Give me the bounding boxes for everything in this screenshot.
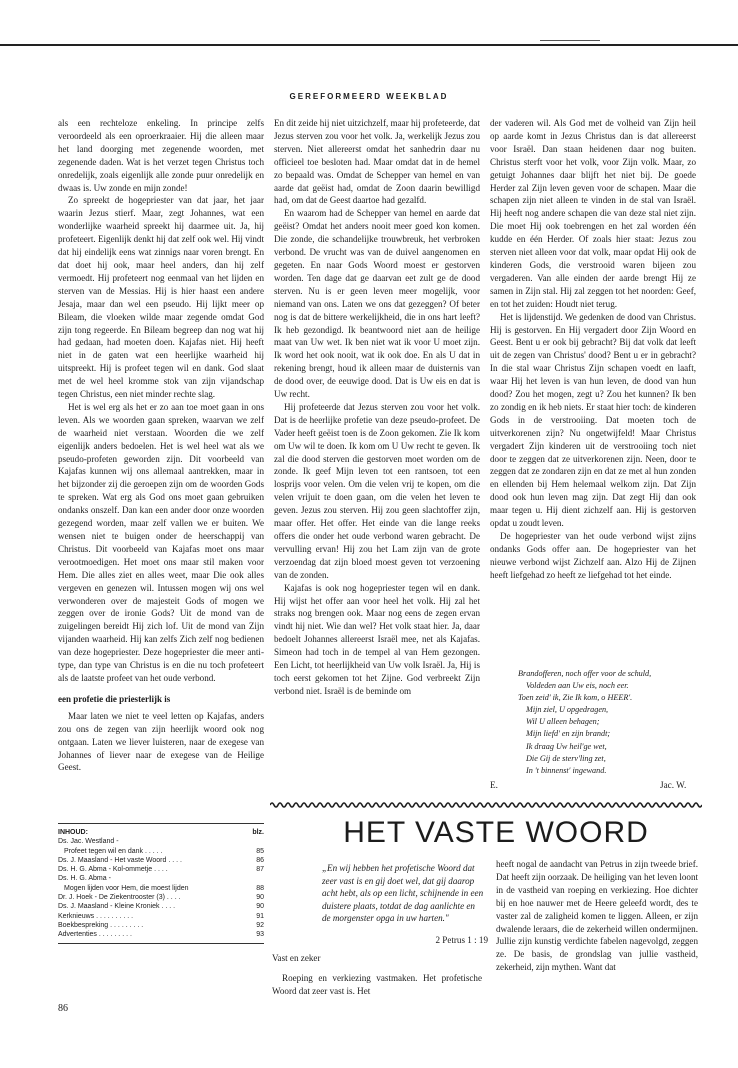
wavy-divider [270,800,702,810]
epigraph-reference: 2 Petrus 1 : 19 [435,935,488,945]
psalm-verse [518,668,708,777]
toc-row [58,930,264,939]
toc-header [58,828,264,837]
toc-row [58,874,264,883]
toc-page-label: blz. [252,829,264,836]
column-1 [58,117,264,774]
poem-line: Wil U alleen behagen; [526,717,600,727]
col2-paragraph: En waarom had de Schepper van hemel en aarde dat geëist? Omdat het anders nooit meer goed kon komen. Die zonde, die schandelijke trouwbreuk, het verbroken verbond. De vrucht was van de duivel aangenomen en gegeten. En naar Gods Woord moest er gestorven worden. Ten dage dat ge daarvan eet zult ge de dood sterven. Nu is er geen leven meer mogelijk, voor niemand van ons. Laten we ons dat gezeggen? Of beter nog is dat de bittere werkelijkheid, die in ons hart leeft? Ik heb gezondigd. Ik beantwoord niet aan de heilige maat van Uw wet. Ik ben niet wat ik voor U moet zijn. Ik word het ook nooit, wat ik ook doe. En als U dat in rekening brengt, houd ik alleen maar de duisternis van de dood over, de eeuwige dood. Dat is Uw eis en dat is Uw recht. [274,208,480,400]
toc-row [58,893,264,902]
article-body [272,972,482,998]
toc-row [58,921,264,930]
column-2 [274,117,480,698]
poem-line: Mijn liefd' en zijn brandt; [526,729,611,739]
toc-title: Ds. Jac. Westland - [58,838,119,846]
toc-title: Mogen lijden voor Hem, die moest lijden [64,884,189,892]
toc-page: 93 [256,931,264,939]
table-of-contents [58,823,264,944]
toc-page: 87 [256,866,264,874]
toc-row [58,912,264,921]
col2-paragraph: En dit zeide hij niet uitzichzelf, maar hij profeteerde, dat Jezus sterven zou voor het volk. Ja, werkelijk Jezus zou sterven. Niet allereerst omdat het sanhedrin daar nu officieel toe besloten had. Maar omdat dat in de hemel zo bepaald was. Omdat de Schepper van hemel en van aarde dat geëist had, omdat de Zoon daarin bewilligd had, om dat de Geest daartoe had gezalfd. [274,118,480,206]
toc-page: 85 [256,847,264,855]
signature-initial: E. [490,780,498,790]
toc-title: Ds. J. Maasland - Het vaste Woord . . . . [58,856,182,864]
running-header: GEREFORMEERD WEEKBLAD [289,92,449,101]
toc-row [58,856,264,865]
article-subheading: Vast en zeker [272,953,321,963]
poem-line: Brandofferen, noch offer voor de schuld, [518,669,652,678]
top-rule-mark [540,40,600,41]
col1-paragraph: Zo spreekt de hogepriester van dat jaar, het jaar waarin Jezus stierf. Maar, zegt Johannes, wat een wonderlijke waarheid spreekt hij daarmee uit. Ja, hij profeteert. Eigenlijk denkt hij dat zelf ook wel. Hij vindt dat hij eindelijk eens wat zinnigs naar voren brengt. En dat doet hij ook, maar heel anders, dan hij zelf vermoedt. Hij profeteert nog eenmaal van het lijden en sterven van de Messias. Hij is hier haast een andere Jesaja, maar dan wel een pseudo. Hij lijkt meer op Bileam, die vloeken wilde maar zegende omdat God zijn tong regeerde. En Bileam begreep dan nog wat hij had gedaan, had moeten doen. Kajafas niet. Hij heeft niet in de gaten wat een heerlijke waarheid hij uitspreekt. Hij is profeet tegen wil en dank. God slaat met de wel heel kromme stok van zijn vijandschap tegen Christus, een niet minder rechte slag. [58,195,264,400]
article-column-3 [496,858,698,974]
toc-row [58,847,264,856]
article-paragraph: heeft nogal de aandacht van Petrus in zijn tweede brief. Dat heeft zijn oorzaak. De heiliging van het leven loont in de vastheid van roeping en verkiezing. Hoe dichter bij en hoe nauwer met de Heere geleefd wordt, des te vaster zal de zaligheid komen te liggen. Alleen, er zijn dwalende leraars, die de zekerheid willen ondermijnen. Jullie zijn kunstig verdichte fabelen nagevolgd, zeggen ze. De basis, de grondslag van jullie vastheid, zekerheid, zijn mythen. Want dat [496,859,699,973]
toc-bottom-rule [58,943,264,944]
col1-paragraph: als een rechteloze enkeling. In principe zelfs veroordeeld als een oproerkraaier. Hij die alleen maar het land doorging met zegenende woorden, met zegenende daden. Wat is het verzet tegen Christus toch onredelijk, zoals eigenlijk alle zonde puur onredelijk en dwaas is. Uw zonde en mijn zonde! [58,118,264,193]
col1-paragraph: Het is wel erg als het er zo aan toe moet gaan in ons leven. Als we woorden gaan spreken, waarvan we zelf de waarheid niet verstaan. Woorden die we zelf eigenlijk anders bedoelen. Het is wel heel wat als we pseudo-profeten geworden zijn. Dit voorbeeld van Kajafas kunnen wij ons allemaal aantrekken, maar in het bijzonder zij die geroepen zijn om de woorden Gods te spreken. Wat erg als God ons moet gaan gebruiken ondanks onszelf. Dan kan een ander door onze woorden gezegend worden, maar zelf vallen we er buiten. We wensen niet te buigen onder de heerschappij van Christus. Dit voorbeeld van Kajafas moet ons maar verootmoedigen. Het moet ons maar stil maken voor Hem. Die alles ziet en alles weet, maar Die ook alles vergeven en genezen wil. Intussen mogen wij ons wel verwonderen over de majesteit Gods of mogen we zeggen over de ironie Gods? Uit de mond van de zuigelingen bereidt Hij zich lof. Uit de mond van Zijn vijanden waarheid. Hij kan zelfs Zich zelf nog bedienen van deze hogepriester. Deze hogepriester die meer anti-type, dan type van Christus is en die nu toch profeteert als de laatste profeet van het oude verbond. [58,401,264,683]
poem-line: In 't binnenst' ingewand. [526,765,607,775]
article-paragraph: Roeping en verkiezing vastmaken. Het profetische Woord dat zeer vast is. Het [272,973,482,996]
toc-title: Advertenties . . . . . . . . . [58,931,132,939]
col1-paragraph: Maar laten we niet te veel letten op Kajafas, anders zou ons de zegen van zijn heerlijk woord ook nog ontgaan. Laten we liever luisteren, naar de exegese van Johannes of liever naar de exegese van de Heilige Geest. [58,710,264,773]
toc-page: 88 [256,884,264,892]
toc-row [58,865,264,874]
col2-paragraph: Hij profeteerde dat Jezus sterven zou voor het volk. Dat is de heerlijke profetie van deze pseudo-profeet. De Vader heeft geëist toen is de Zoon gekomen. Zie Ik kom om Uw wil te doen. Ik kom om U Uw recht te geven. Ik zal die dood sterven die gestorven moet worden om de zonde. Ik geef Mijn leven tot een rantsoen, tot een losprijs voor velen. Om die velen vrij te kopen, om die velen vrijuit te doen gaan, om die velen het leven te geven. Jezus zou sterven. Hij zou geen slachtoffer zijn, maar offer. Het offer. Het einde van die lange reeks offers die onder het oude verbond waren gebracht. De vervulling ervan! Hij zou het Lam zijn van de grote verzoendag dat zijn bloed moest geven tot verzoening van de zonden. [274,401,480,580]
toc-page: 92 [256,921,264,929]
toc-row [58,837,264,846]
toc-title: Kerknieuws . . . . . . . . . . [58,912,134,920]
poem-line: Mijn ziel, U opgedragen, [526,705,609,715]
toc-title: Ds. J. Maasland - Kleine Kroniek . . . . [58,903,176,911]
toc-page: 91 [256,912,264,920]
article-title: HET VASTE WOORD [343,816,649,849]
poem-line: Ik draag Uw heil'ge wet, [526,741,607,751]
toc-page: 90 [256,903,264,911]
toc-page: 86 [256,856,264,864]
toc-title: Ds. H. G. Abma - [58,875,111,883]
top-rule [0,44,738,46]
epigraph-quote: „En wij hebben het profetische Woord dat zeer vast is en gij doet wel, dat gij daarop acht hebt, als op een licht, schijnende in een duistere plaats, totdat de dag aanlichte en de morgenster opga in uw harten." [322,863,484,924]
column-3 [490,117,696,582]
col3-paragraph: Het is lijdenstijd. We gedenken de dood van Christus. Hij is gestorven. En Hij vergadert door Zijn Woord en Geest. Bent u er ook bij gebracht? Bij dat volk dat leeft uit de zegen van Christus' dood? Bent u er in gebracht? In die stal waar Christus Zijn schapen voedt en laaft, waar Hij het leven is van hun leven, de dood van hun dood? Zou het mogen, zegt u? Zou het kunnen? Ik ben zo zondig en ik heb niets. Er staat hier toch: de kinderen Gods in de verstrooiing. Dat moeten toch de uitverkorenen zijn? Nu ongetwijfeld! Maar Christus vergadert Zijn kinderen uit de verstrooiing toch niet door te zeggen dat ze uitverkorenen zijn. Neen, door te zeggen dat ze zondaren zijn en dat ze met al hun zonden en ellenden bij Hem helemaal welkom zijn. Dat Zijn dood ook hun leven mag zijn. Dat zegt Hij dan ook maar tegen u. Hij dient zichzelf aan. Hij is gestorven opdat u zoudt leven. [490,311,696,529]
toc-row [58,884,264,893]
toc-row [58,902,264,911]
toc-title: Profeet tegen wil en dank . . . . . [64,847,163,855]
signature-author: Jac. W. [660,780,687,790]
poem-line: Toen zeid' ik, Zie Ik kom, o HEER'. [518,693,633,703]
toc-title: Dr. J. Hoek - De Ziekentrooster (3) . . . . [58,894,181,902]
poem-line: Die Gij de sterv'ling zet, [526,753,606,763]
toc-title: Boekbespreking . . . . . . . . . [58,921,144,929]
col2-paragraph: Kajafas is ook nog hogepriester tegen wil en dank. Hij wijst het offer aan voor heel het volk. Hij zal het straks nog brengen ook. Maar nog eens de zegen ervan vindt hij niet. Wie dan wel? Het volk staat hier. Ja, daar bedoelt Johannes allereerst Israël mee, net als Kajafas. Simeon had toch in de tempel al van Hem gezongen. Een Licht, tot heerlijkheid van Uw volk Israël. Ja, Hij is toch eerst gekomen tot het Zijne. God verbreekt Zijn verbond niet. Israël is de beminde om [274,582,480,696]
col3-paragraph: De hogepriester van het oude verbond wijst zijns ondanks Gods offer aan. De hogepriester van het nieuwe verbond wijst Zichzelf aan. Alzo Hij de Zijnen heeft liefgehad zo heeft ze liefgehad tot het einde. [490,531,696,580]
toc-title: Ds. H. G. Abma - Kol-ommetje . . . . [58,866,168,874]
toc-heading: INHOUD: [58,829,88,836]
page-number: 86 [58,1003,68,1014]
col1-subheading: een profetie die priesterlijk is [58,693,171,704]
col3-paragraph: der vaderen wil. Als God met de volheid van Zijn heil op aarde komt in Jezus Christus dan is dat allereerst voor Israël. Dan staan heidenen daar nog buiten. Christus sterft voor het volk, voor Zijn volk. Maar, zo getuigt Johannes daar blijft het niet bij. De goede Herder zal Zijn leven geven voor de schapen. Maar die schapen zijn niet alleen te vinden in de stal van Israël. Hij heeft nog andere schapen die van deze stal niet zijn. Die moet Hij ook toebrengen en het zal worden één kudde en één Herder. Of zoals hier staat: Jezus zou sterven niet alleen voor dat volk, maar opdat Hij ook de kinderen Gods, die verstrooid waren bijeen zou vergaderen. Van alle einden der aarde brengt Hij ze samen in Zijn stal. Hij zal zeggen tot het noorden: Geef, en tot het zuiden: Houdt niet terug. [490,118,696,309]
toc-page: 90 [256,894,264,902]
poem-line: Voldeden aan Uw eis, noch eer. [526,681,629,691]
